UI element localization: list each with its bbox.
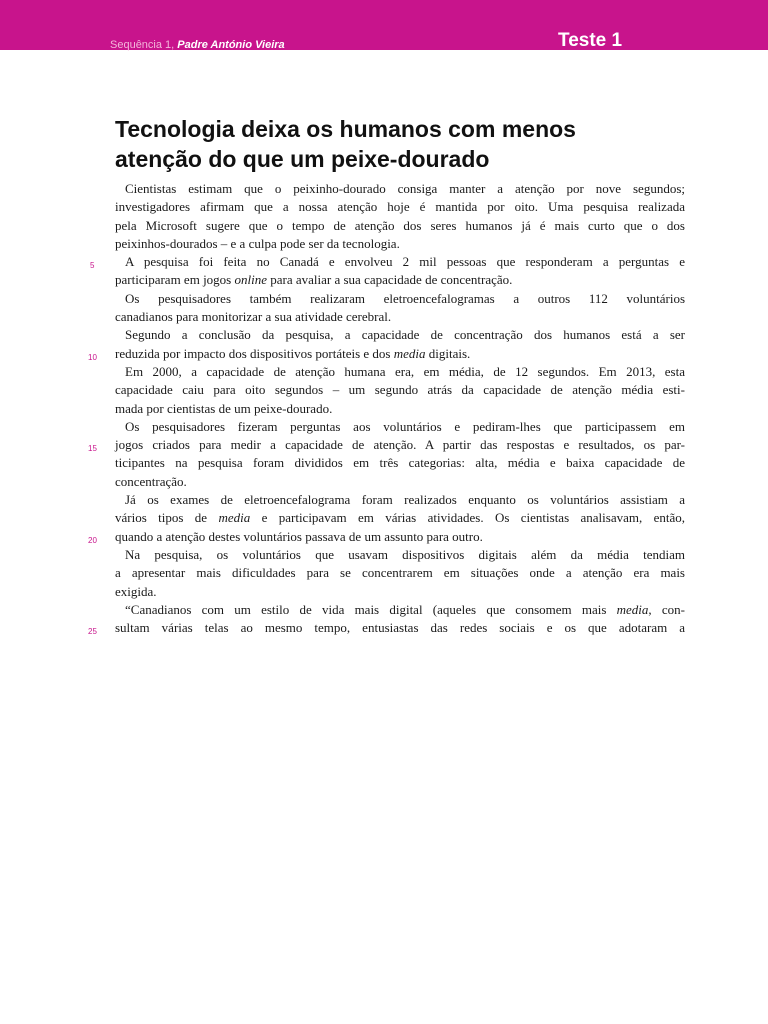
line-text: exigida. bbox=[115, 583, 157, 599]
line-number: 5 bbox=[90, 261, 95, 271]
text-line bbox=[115, 583, 685, 601]
line-text: mada por cientistas de um peixe-dourado. bbox=[115, 400, 333, 416]
line-text: Na pesquisa, os voluntários que usavam dispositivos digitais além da média tendiam bbox=[125, 546, 685, 562]
line-number: 15 bbox=[88, 444, 97, 454]
text-line bbox=[88, 528, 685, 546]
text-line bbox=[115, 400, 685, 418]
text-line bbox=[115, 564, 685, 582]
line-text: quando a atenção destes voluntários passava de um assunto para outro. bbox=[115, 528, 483, 544]
text-line bbox=[115, 491, 685, 509]
sequence-text: Sequência 1, bbox=[110, 39, 178, 51]
text-line bbox=[115, 418, 685, 436]
line-text: Os pesquisadores fizeram perguntas aos voluntários e pediram-lhes que participassem em bbox=[125, 418, 685, 434]
article-body bbox=[88, 180, 685, 637]
line-text: reduzida por impacto dos dispositivos portáteis e dos bbox=[115, 345, 394, 361]
line-text: participaram em jogos bbox=[115, 272, 235, 288]
italic-term: online bbox=[234, 272, 267, 288]
title-line-2: atenção do que um peixe-dourado bbox=[115, 146, 490, 172]
line-text: Os pesquisadores também realizaram eletroencefalogramas a outros 112 voluntários bbox=[125, 290, 685, 306]
text-line bbox=[115, 326, 685, 344]
line-text: vários tipos de bbox=[115, 510, 219, 526]
italic-term: media bbox=[218, 510, 251, 526]
line-text: ticipantes na pesquisa foram divididos em três categorias: alta, média e baixa capacidade de bbox=[115, 455, 685, 471]
line-text: a apresentar mais dificuldades para se concentrarem em situações onde a atenção era mais bbox=[115, 565, 685, 581]
line-number: 10 bbox=[88, 352, 97, 362]
line-text: canadianos para monitorizar a sua atividade cerebral. bbox=[115, 309, 392, 325]
text-line bbox=[88, 436, 685, 454]
test-label: Teste 1 bbox=[558, 30, 623, 51]
italic-term: media bbox=[393, 345, 426, 361]
line-text: jogos criados para medir a capacidade de atenção. A partir das respostas e resultados, os par- bbox=[115, 437, 685, 453]
line-text: A pesquisa foi feita no Canadá e envolveu 2 mil pessoas que responderam a perguntas e bbox=[125, 254, 685, 270]
line-text: Em 2000, a capacidade de atenção humana era, em média, de 12 segundos. Em 2013, esta bbox=[125, 363, 685, 379]
line-text: digitais. bbox=[425, 345, 471, 361]
text-line bbox=[115, 363, 685, 381]
line-text: Segundo a conclusão da pesquisa, a capacidade de concentração dos humanos está a ser bbox=[125, 327, 685, 343]
text-line bbox=[115, 308, 685, 326]
text-line bbox=[115, 290, 685, 308]
line-number: 25 bbox=[88, 627, 97, 637]
text-line bbox=[90, 253, 685, 271]
text-line bbox=[115, 601, 685, 619]
line-text: capacidade caiu para oito segundos – um segundo atrás da capacidade de atenção média esti- bbox=[115, 382, 685, 398]
author-name: Padre António Vieira bbox=[177, 39, 285, 51]
text-line bbox=[88, 345, 685, 363]
line-text: concentração. bbox=[115, 473, 187, 489]
italic-term: media bbox=[616, 601, 649, 617]
article-title bbox=[115, 114, 675, 174]
text-line bbox=[115, 217, 685, 235]
line-text: sultam várias telas ao mesmo tempo, entusiastas das redes sociais e os que adotaram a bbox=[115, 620, 685, 636]
line-text: peixinhos-dourados – e a culpa pode ser da tecnologia. bbox=[115, 235, 400, 251]
text-line bbox=[115, 546, 685, 564]
title-line-1: Tecnologia deixa os humanos com menos bbox=[115, 116, 576, 142]
text-line bbox=[115, 198, 685, 216]
line-text: Cientistas estimam que o peixinho-dourado consiga manter a atenção por nove segundos; bbox=[125, 181, 685, 196]
line-text: Já os exames de eletroencefalograma foram realizados enquanto os voluntários assistiam a bbox=[125, 492, 685, 508]
text-line bbox=[115, 271, 685, 289]
text-line bbox=[88, 619, 685, 637]
line-text: e participavam em várias atividades. Os cientistas analisavam, então, bbox=[250, 510, 685, 526]
text-line bbox=[115, 509, 685, 527]
line-number: 20 bbox=[88, 535, 97, 545]
line-text: para avaliar a sua capacidade de concentração. bbox=[267, 272, 513, 288]
line-text: , con- bbox=[648, 601, 685, 617]
text-line bbox=[115, 473, 685, 491]
text-line bbox=[115, 381, 685, 399]
line-text: pela Microsoft sugere que o tempo de atenção dos seres humanos já é mais curto que o dos bbox=[115, 217, 685, 233]
text-line bbox=[115, 180, 685, 198]
text-line bbox=[115, 235, 685, 253]
sequence-label bbox=[110, 38, 285, 52]
line-text: investigadores afirmam que a nossa atenção hoje é mantida por oito. Uma pesquisa realizada bbox=[115, 199, 685, 215]
line-text: “Canadianos com um estilo de vida mais digital (aqueles que consomem mais bbox=[125, 601, 617, 617]
text-line bbox=[115, 454, 685, 472]
